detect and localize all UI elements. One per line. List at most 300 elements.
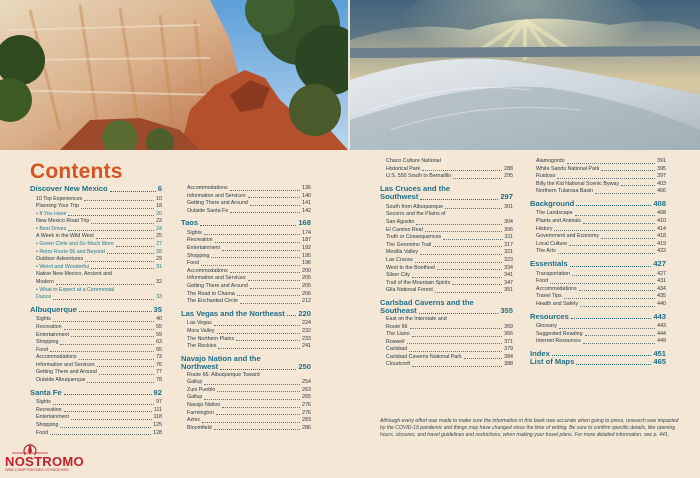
toc-section-title: Taos: [181, 218, 199, 228]
leader-dots: [53, 404, 154, 405]
canyon-illustration: [0, 0, 348, 150]
page-number: 388: [504, 361, 513, 368]
nostromo-logo: [2, 441, 84, 475]
toc-entry-title: Shopping: [36, 339, 59, 346]
page-number: 187: [302, 237, 311, 244]
toc-entry: [30, 256, 162, 264]
leader-dots: [409, 351, 502, 352]
toc-column-2: [181, 185, 311, 432]
logo-name: NOSTROMO: [5, 454, 84, 469]
leader-dots: [214, 429, 300, 430]
page-number: 297: [500, 192, 513, 202]
page-number: 97: [156, 399, 162, 406]
page-number: 408: [657, 210, 666, 217]
toc-entry-title: South from Albuquerque: [386, 203, 444, 210]
leader-dots: [91, 268, 154, 269]
leader-dots: [248, 197, 301, 198]
toc-entry: [530, 293, 666, 301]
toc-entry-title: Travel Tips: [536, 293, 562, 300]
toc-entry-title: Gallup: [187, 379, 203, 386]
toc-section-title: Discover New Mexico: [30, 184, 108, 193]
toc-entry: [380, 287, 513, 295]
page-number: 408: [653, 198, 666, 208]
toc-section-title: Southeast: [380, 306, 417, 316]
toc-entry: [530, 233, 666, 241]
toc-entry-continued: Native New Mexico, Ancient and: [36, 271, 112, 278]
page-number: 63: [156, 339, 162, 346]
toc-entry-title: The Landscape: [536, 210, 573, 217]
leader-dots: [410, 328, 503, 329]
toc-entry: [181, 328, 311, 336]
leader-dots: [425, 231, 502, 232]
toc-entry-title: Billy the Kid National Scenic Byway: [536, 180, 620, 187]
page-number: 444: [657, 330, 666, 337]
toc-entry-title: 10 Top Experiences: [36, 195, 83, 202]
toc-entry: [380, 265, 513, 273]
toc-entry-title: Carlsbad Caverns National Park: [386, 353, 462, 360]
toc-section-heading: [380, 307, 513, 316]
toc-entry: [30, 233, 162, 241]
page-number: 32: [156, 279, 162, 286]
page-number: 40: [156, 316, 162, 323]
toc-entry-title: Information and Services: [187, 192, 246, 199]
toc-entry: [530, 158, 666, 166]
page-number: 288: [504, 165, 513, 172]
toc-entry-title: • Green Chile and So Much More: [36, 241, 114, 248]
page-number: 20: [156, 210, 162, 217]
leader-dots: [420, 199, 498, 200]
page-number: 306: [504, 226, 513, 233]
page-number: 250: [298, 362, 311, 372]
toc-entry-title: Gila National Forest: [386, 287, 433, 294]
toc-entry: [530, 241, 666, 249]
page-number: 419: [657, 240, 666, 247]
page-number: 142: [302, 207, 311, 214]
leader-dots: [248, 280, 301, 281]
page-number: 220: [298, 308, 311, 318]
toc-entry-title: Getting There and Around: [187, 200, 248, 207]
toc-entry-title: Aztec: [187, 417, 201, 424]
toc-entry: [30, 218, 162, 226]
toc-section-title: Las Vegas and the Northeast: [181, 308, 285, 318]
toc-section-title: Background: [530, 198, 575, 208]
toc-entry: [30, 339, 162, 347]
page-number: 371: [504, 338, 513, 345]
toc-section-heading: [530, 260, 666, 269]
leader-dots: [419, 313, 499, 314]
page-number: 311: [504, 234, 513, 241]
page-number: 25: [156, 233, 162, 240]
toc-entry-title: • Retro Route 66 and Beyond: [36, 248, 105, 255]
toc-entry-title: Entertainment: [187, 245, 220, 252]
toc-entry: [380, 346, 513, 354]
leader-dots: [68, 215, 154, 216]
toc-column-3: [380, 158, 513, 369]
toc-entry: [380, 173, 513, 181]
toc-entry: [181, 425, 311, 433]
page-number: 355: [500, 306, 513, 316]
toc-section-title: Carlsbad Caverns and the: [380, 297, 474, 307]
toc-entry: [30, 430, 162, 438]
toc-entry: [30, 354, 162, 362]
toc-entry-title: Accommodations: [536, 285, 577, 292]
leader-dots: [464, 358, 502, 359]
page-number: 118: [153, 414, 162, 421]
toc-entry: [530, 278, 666, 286]
page-number: 78: [156, 377, 162, 384]
toc-entry-title: Accommodations: [187, 185, 228, 191]
page-number: 418: [657, 233, 666, 240]
leader-dots: [81, 208, 154, 209]
leader-dots: [230, 190, 301, 191]
leader-dots: [570, 266, 652, 267]
toc-entry-title: Local Culture: [536, 240, 568, 247]
toc-entry-continued: East on the Interstate and: [386, 315, 447, 322]
toc-section-title: Essentials: [530, 259, 568, 269]
toc-entry: [30, 249, 162, 257]
toc-section-title: Navajo Nation and the: [181, 353, 261, 363]
leader-dots: [576, 205, 651, 206]
page-number: 263: [302, 386, 311, 393]
toc-entry-title: The Llano: [386, 331, 410, 338]
leader-dots: [559, 328, 655, 329]
toc-section-heading: [530, 358, 666, 367]
toc-entry: [530, 173, 666, 181]
toc-entry-title: Health and Safety: [536, 300, 579, 307]
page-number: 196: [302, 260, 311, 267]
toc-entry: [530, 248, 666, 256]
toc-entry-title: Navajo Nation: [187, 402, 221, 409]
leader-dots: [64, 329, 154, 330]
toc-section-heading: [30, 389, 162, 398]
toc-entry: [30, 316, 162, 324]
leader-dots: [107, 253, 154, 254]
leader-dots: [240, 303, 300, 304]
toc-entry: [181, 237, 311, 245]
leader-dots: [250, 288, 300, 289]
toc-entry-title: Roswell: [386, 338, 405, 345]
toc-entry-title: Recreation: [36, 323, 62, 330]
leader-dots: [564, 298, 655, 299]
toc-entry: [181, 410, 311, 418]
toc-entry: [181, 379, 311, 387]
leader-dots: [71, 336, 154, 337]
toc-section-title: Resources: [530, 311, 569, 321]
page-number: 384: [504, 353, 513, 360]
toc-entry-title: Mesilla Valley: [386, 249, 418, 256]
page-number: 341: [504, 272, 513, 279]
toc-entry: [530, 166, 666, 174]
toc-entry-title: Information and Services: [36, 361, 95, 368]
toc-entry-continued: Socorro and the Plains of: [386, 211, 446, 218]
toc-entry-title: Suggested Reading: [536, 330, 583, 337]
page-number: 232: [302, 327, 311, 334]
toc-entry: [530, 210, 666, 218]
toc-entry-title: Shopping: [187, 252, 210, 259]
leader-dots: [218, 348, 300, 349]
page-number: 366: [504, 331, 513, 338]
toc-entry: [181, 200, 311, 208]
toc-section-heading: [181, 310, 311, 319]
toc-entry: [530, 338, 666, 346]
page-number: 283: [302, 417, 311, 424]
toc-entry: [181, 417, 311, 425]
page-number: 403: [657, 180, 666, 187]
leader-dots: [230, 272, 301, 273]
toc-section-heading: [530, 200, 666, 209]
page-number: 391: [657, 158, 666, 164]
toc-entry: [530, 226, 666, 234]
page-number: 233: [302, 335, 311, 342]
page-number: 434: [657, 285, 666, 292]
leader-dots: [557, 178, 655, 179]
toc-entry-title: Modern: [36, 279, 54, 286]
page-number: 212: [302, 298, 311, 305]
leader-dots: [53, 299, 154, 300]
page-number: 406: [657, 188, 666, 195]
toc-entry: [380, 242, 513, 250]
toc-entry-title: • Weird and Wonderful: [36, 263, 89, 270]
toc-entry-title: Internet Resources: [536, 338, 581, 345]
toc-entry: [530, 218, 666, 226]
toc-entry: [181, 387, 311, 395]
leader-dots: [68, 230, 154, 231]
toc-entry: [181, 253, 311, 261]
toc-entry: [181, 394, 311, 402]
toc-entry: [530, 271, 666, 279]
toc-entry-title: Cloudcroft: [386, 361, 411, 368]
toc-entry-title: Food: [187, 260, 200, 267]
toc-entry: [181, 208, 311, 216]
dunes-photo: [350, 0, 700, 150]
leader-dots: [200, 225, 296, 226]
leader-dots: [412, 366, 502, 367]
page-number: 168: [298, 218, 311, 228]
page-number: 410: [657, 218, 666, 225]
leader-dots: [217, 391, 300, 392]
toc-entry-title: • If You Have: [36, 210, 67, 217]
page-number: 29: [156, 256, 162, 263]
page-number: 431: [657, 278, 666, 285]
leader-dots: [585, 335, 656, 336]
toc-entry: [380, 219, 513, 227]
leader-dots: [576, 364, 651, 365]
toc-entry: [181, 275, 311, 283]
toc-column-4: [530, 158, 666, 367]
toc-entry: [30, 324, 162, 332]
toc-section-title: Index: [530, 348, 550, 358]
toc-entry: [30, 414, 162, 422]
toc-entry: [530, 323, 666, 331]
page-number: 224: [302, 320, 311, 327]
toc-entry: [380, 249, 513, 257]
leader-dots: [215, 242, 301, 243]
page-number: 22: [156, 218, 162, 225]
toc-entry-title: Sights: [36, 399, 51, 406]
toc-entry-title: Entertainment: [36, 331, 69, 338]
toc-section-heading: [181, 363, 311, 372]
toc-entry: [380, 272, 513, 280]
toc-entry-title: Route 66: [386, 323, 408, 330]
leader-dots: [60, 344, 154, 345]
leader-dots: [71, 419, 152, 420]
toc-section-heading: [181, 219, 311, 228]
toc-entry: [30, 294, 162, 302]
toc-entry-title: Food: [536, 278, 549, 285]
toc-entry-title: The Enchanted Circle: [187, 298, 238, 305]
leader-dots: [412, 277, 502, 278]
toc-entry-title: Outside Santa Fe: [187, 207, 229, 214]
leader-dots: [96, 238, 154, 239]
toc-entry-title: The Geronimo Trail: [386, 241, 432, 248]
toc-entry: [380, 339, 513, 347]
toc-entry-title: History: [536, 225, 553, 232]
leader-dots: [216, 414, 300, 415]
page-number: 65: [156, 346, 162, 353]
page-number: 301: [504, 203, 513, 210]
leader-dots: [571, 318, 651, 319]
page-number: 77: [156, 369, 162, 376]
leader-dots: [412, 336, 503, 337]
toc-entry-title: Las Vegas: [187, 320, 212, 327]
leader-dots: [211, 257, 300, 258]
page-number: 286: [302, 424, 311, 431]
toc-entry-title: A Week in the Wild West: [36, 233, 94, 240]
leader-dots: [85, 261, 154, 262]
page-number: 351: [504, 287, 513, 294]
toc-entry-title: Silver City: [386, 272, 410, 279]
page-number: 128: [153, 429, 162, 436]
toc-entry-title: Carlsbad: [386, 346, 408, 353]
leader-dots: [567, 163, 656, 164]
toc-entry-title: Bloomfield: [187, 424, 212, 431]
toc-entry-title: Recreation: [187, 237, 213, 244]
page-number: 27: [156, 241, 162, 248]
toc-entry-title: Ruidoso: [536, 173, 556, 180]
leader-dots: [222, 407, 300, 408]
toc-entry: [181, 336, 311, 344]
toc-section-title: Las Cruces and the: [380, 183, 451, 193]
page-number: 59: [156, 331, 162, 338]
toc-entry: [30, 362, 162, 370]
toc-entry: [181, 343, 311, 351]
page-number: 265: [302, 394, 311, 401]
toc-entry: [30, 422, 162, 430]
leader-dots: [202, 422, 300, 423]
leader-dots: [237, 295, 300, 296]
toc-entry-continued: • What to Expect at a Ceremonial: [36, 286, 115, 293]
page-number: 55: [156, 323, 162, 330]
toc-entry-title: Historical Park: [386, 165, 421, 172]
toc-entry: [530, 331, 666, 339]
page-number: 379: [504, 346, 513, 353]
leader-dots: [204, 234, 300, 235]
page-number: 317: [504, 241, 513, 248]
toc-section-title: Albuquerque: [30, 304, 77, 314]
page-number: 451: [653, 348, 666, 358]
toc-entry: [530, 181, 666, 189]
toc-entry-title: Sights: [187, 229, 202, 236]
toc-section-heading: [380, 193, 513, 202]
toc-entry-title: Getting There and Around: [187, 283, 248, 290]
page-number: 465: [653, 357, 666, 367]
page-number: 414: [657, 225, 666, 232]
leader-dots: [422, 170, 502, 171]
leader-dots: [99, 374, 154, 375]
leader-dots: [416, 224, 502, 225]
toc-entry: [30, 369, 162, 377]
leader-dots: [56, 284, 154, 285]
toc-entry: [380, 227, 513, 235]
toc-column-1: [30, 185, 162, 437]
leader-dots: [579, 290, 656, 291]
dunes-illustration: [350, 0, 700, 150]
page-number: 33: [156, 294, 162, 301]
leader-dots: [407, 343, 503, 344]
leader-dots: [583, 343, 655, 344]
toc-entry-title: Food: [36, 346, 49, 353]
toc-entry-title: Truth or Consequences: [386, 234, 442, 241]
page-number: 254: [302, 379, 311, 386]
disclaimer-note: Although every effort was made to make sure the information in this book was accurate when going to press, research was impacted by the COVID-19 pandemic and things may have changed since the time of writing. Be sure to confirm specific details, like opening hours, closures, and travel guidelines and restrictions, when making your travel plans. For more detailed information, see p. 441.: [380, 418, 679, 439]
leader-dots: [452, 284, 502, 285]
toc-entry: [380, 361, 513, 369]
page-number: 200: [302, 267, 311, 274]
toc-entry: [181, 193, 311, 201]
toc-entry-title: Plants and Animals: [536, 218, 582, 225]
toc-entry: [30, 279, 162, 287]
page-number: 140: [302, 192, 311, 199]
toc-entry: [30, 399, 162, 407]
toc-entry-title: San Agustin: [386, 218, 415, 225]
leader-dots: [64, 411, 152, 412]
page-number: 435: [657, 293, 666, 300]
page-number: 395: [657, 165, 666, 172]
toc-entry-title: Trail of the Mountain Spirits: [386, 279, 451, 286]
toc-entry: [181, 230, 311, 238]
logo-tagline: WEB COMPTOIR DES VOYAGEURS: [5, 468, 69, 472]
contents-page: [0, 150, 700, 478]
toc-entry-title: U.S. 550 South to Bernalillo: [386, 173, 452, 180]
leader-dots: [575, 215, 656, 216]
toc-entry-title: Las Cruces: [386, 256, 413, 263]
toc-entry-title: Sights: [36, 316, 51, 323]
leader-dots: [583, 223, 655, 224]
toc-section-title: Santa Fe: [30, 387, 62, 397]
page-number: 125: [153, 421, 162, 428]
leader-dots: [230, 212, 300, 213]
page-number: 10: [156, 195, 162, 202]
leader-dots: [420, 254, 502, 255]
toc-entry: [30, 203, 162, 211]
contents-title: Contents: [30, 160, 123, 183]
toc-entry-title: Glossary: [536, 323, 557, 329]
page-number: 6: [157, 184, 162, 193]
toc-entry: [380, 257, 513, 265]
leader-dots: [595, 193, 655, 194]
toc-entry-title: Planning Your Trip: [36, 203, 79, 210]
leader-dots: [60, 427, 151, 428]
leader-dots: [435, 292, 502, 293]
leader-dots: [550, 283, 655, 284]
leader-dots: [50, 351, 154, 352]
toc-entry: [181, 291, 311, 299]
compass-icon: [10, 441, 50, 455]
toc-entry: [530, 188, 666, 196]
toc-section-heading: [30, 306, 162, 315]
page-number: 427: [653, 259, 666, 269]
toc-entry: [181, 402, 311, 410]
